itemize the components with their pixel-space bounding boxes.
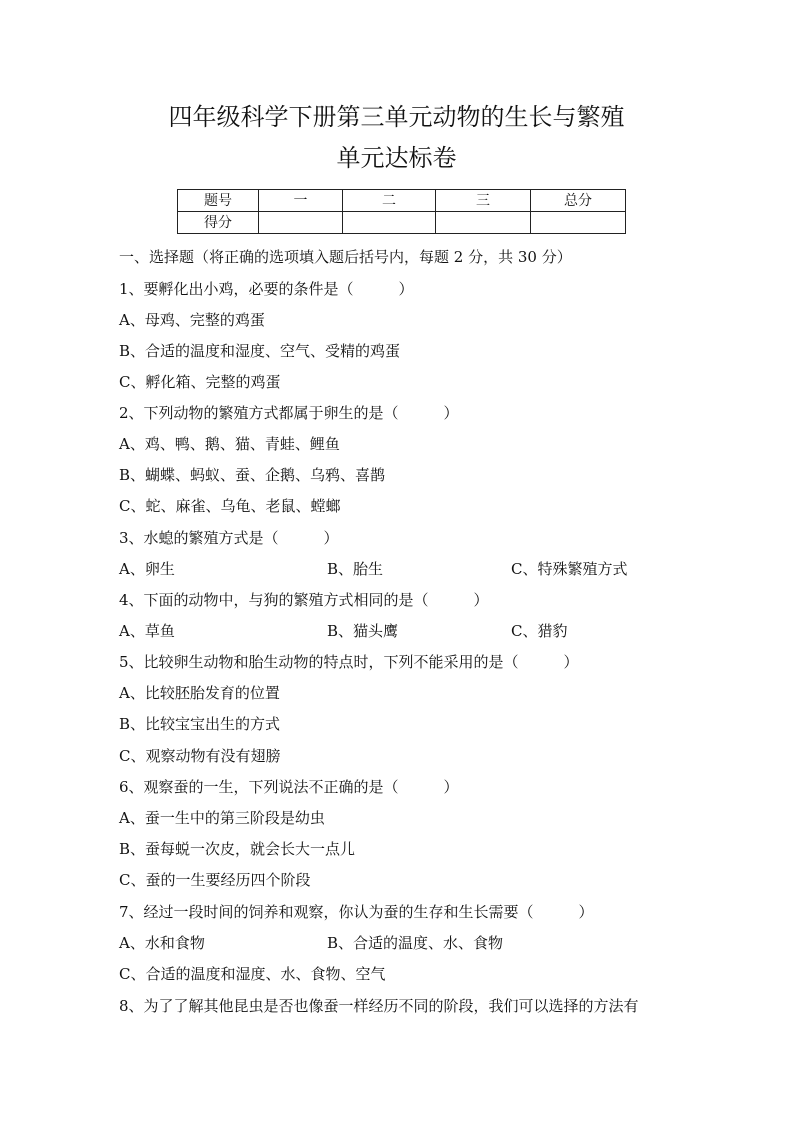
option-text: A、比较胚胎发育的位置 bbox=[119, 684, 280, 702]
section-heading: 一、选择题（将正确的选项填入题后括号内，每题 2 分，共 30 分） bbox=[119, 248, 572, 266]
score-table bbox=[177, 189, 626, 234]
question-stem: 8、为了了解其他昆虫是否也像蚕一样经历不同的阶段，我们可以选择的方法有 bbox=[119, 997, 639, 1015]
option-text: B、合适的温度、水、食物 bbox=[327, 934, 504, 952]
option-text: A、母鸡、完整的鸡蛋 bbox=[119, 311, 265, 329]
question-stem: 3、水螅的繁殖方式是（ ） bbox=[119, 529, 339, 547]
score-table-row-label: 得分 bbox=[178, 212, 259, 234]
option-text: B、蝴蝶、蚂蚁、蚕、企鹅、乌鸦、喜鹊 bbox=[119, 466, 386, 484]
option-text: C、合适的温度和湿度、水、食物、空气 bbox=[119, 965, 386, 983]
page-title: 四年级科学下册第三单元动物的生长与繁殖 bbox=[168, 103, 625, 131]
question-stem: 1、要孵化出小鸡，必要的条件是（ ） bbox=[119, 280, 414, 298]
option-text: B、合适的温度和湿度、空气、受精的鸡蛋 bbox=[119, 342, 401, 360]
option-text: A、鸡、鸭、鹅、猫、青蛙、鲤鱼 bbox=[119, 435, 340, 453]
score-table-header-cell: 一 bbox=[259, 190, 343, 212]
question-stem: 7、经过一段时间的饲养和观察，你认为蚕的生存和生长需要（ ） bbox=[119, 903, 594, 921]
score-table-header-cell: 总分 bbox=[531, 190, 626, 212]
question-stem: 4、下面的动物中，与狗的繁殖方式相同的是（ ） bbox=[119, 591, 489, 609]
option-text: A、蚕一生中的第三阶段是幼虫 bbox=[119, 809, 325, 827]
option-text: A、草鱼 bbox=[119, 622, 175, 640]
option-text: C、特殊繁殖方式 bbox=[511, 560, 628, 578]
option-text: C、猎豹 bbox=[511, 622, 568, 640]
option-text: C、蛇、麻雀、乌龟、老鼠、螳螂 bbox=[119, 497, 341, 515]
score-cell bbox=[436, 212, 531, 234]
question-stem: 5、比较卵生动物和胎生动物的特点时，下列不能采用的是（ ） bbox=[119, 653, 579, 671]
score-table-header-cell: 题号 bbox=[178, 190, 259, 212]
question-stem: 6、观察蚕的一生，下列说法不正确的是（ ） bbox=[119, 778, 459, 796]
option-text: B、胎生 bbox=[327, 560, 384, 578]
score-table-header-cell: 二 bbox=[343, 190, 436, 212]
option-text: C、蚕的一生要经历四个阶段 bbox=[119, 871, 311, 889]
score-table-score-row bbox=[178, 212, 626, 234]
score-cell bbox=[531, 212, 626, 234]
score-table-header-cell: 三 bbox=[436, 190, 531, 212]
option-text: C、观察动物有没有翅膀 bbox=[119, 747, 281, 765]
option-text: B、蚕每蜕一次皮，就会长大一点儿 bbox=[119, 840, 356, 858]
page-subtitle: 单元达标卷 bbox=[336, 144, 457, 172]
option-text: A、卵生 bbox=[119, 560, 175, 578]
score-table-header-row bbox=[178, 190, 626, 212]
option-text: C、孵化箱、完整的鸡蛋 bbox=[119, 373, 281, 391]
option-text: B、比较宝宝出生的方式 bbox=[119, 715, 281, 733]
option-text: A、水和食物 bbox=[119, 934, 205, 952]
option-text: B、猫头鹰 bbox=[327, 622, 399, 640]
score-cell bbox=[343, 212, 436, 234]
score-cell bbox=[259, 212, 343, 234]
question-stem: 2、下列动物的繁殖方式都属于卵生的是（ ） bbox=[119, 404, 459, 422]
